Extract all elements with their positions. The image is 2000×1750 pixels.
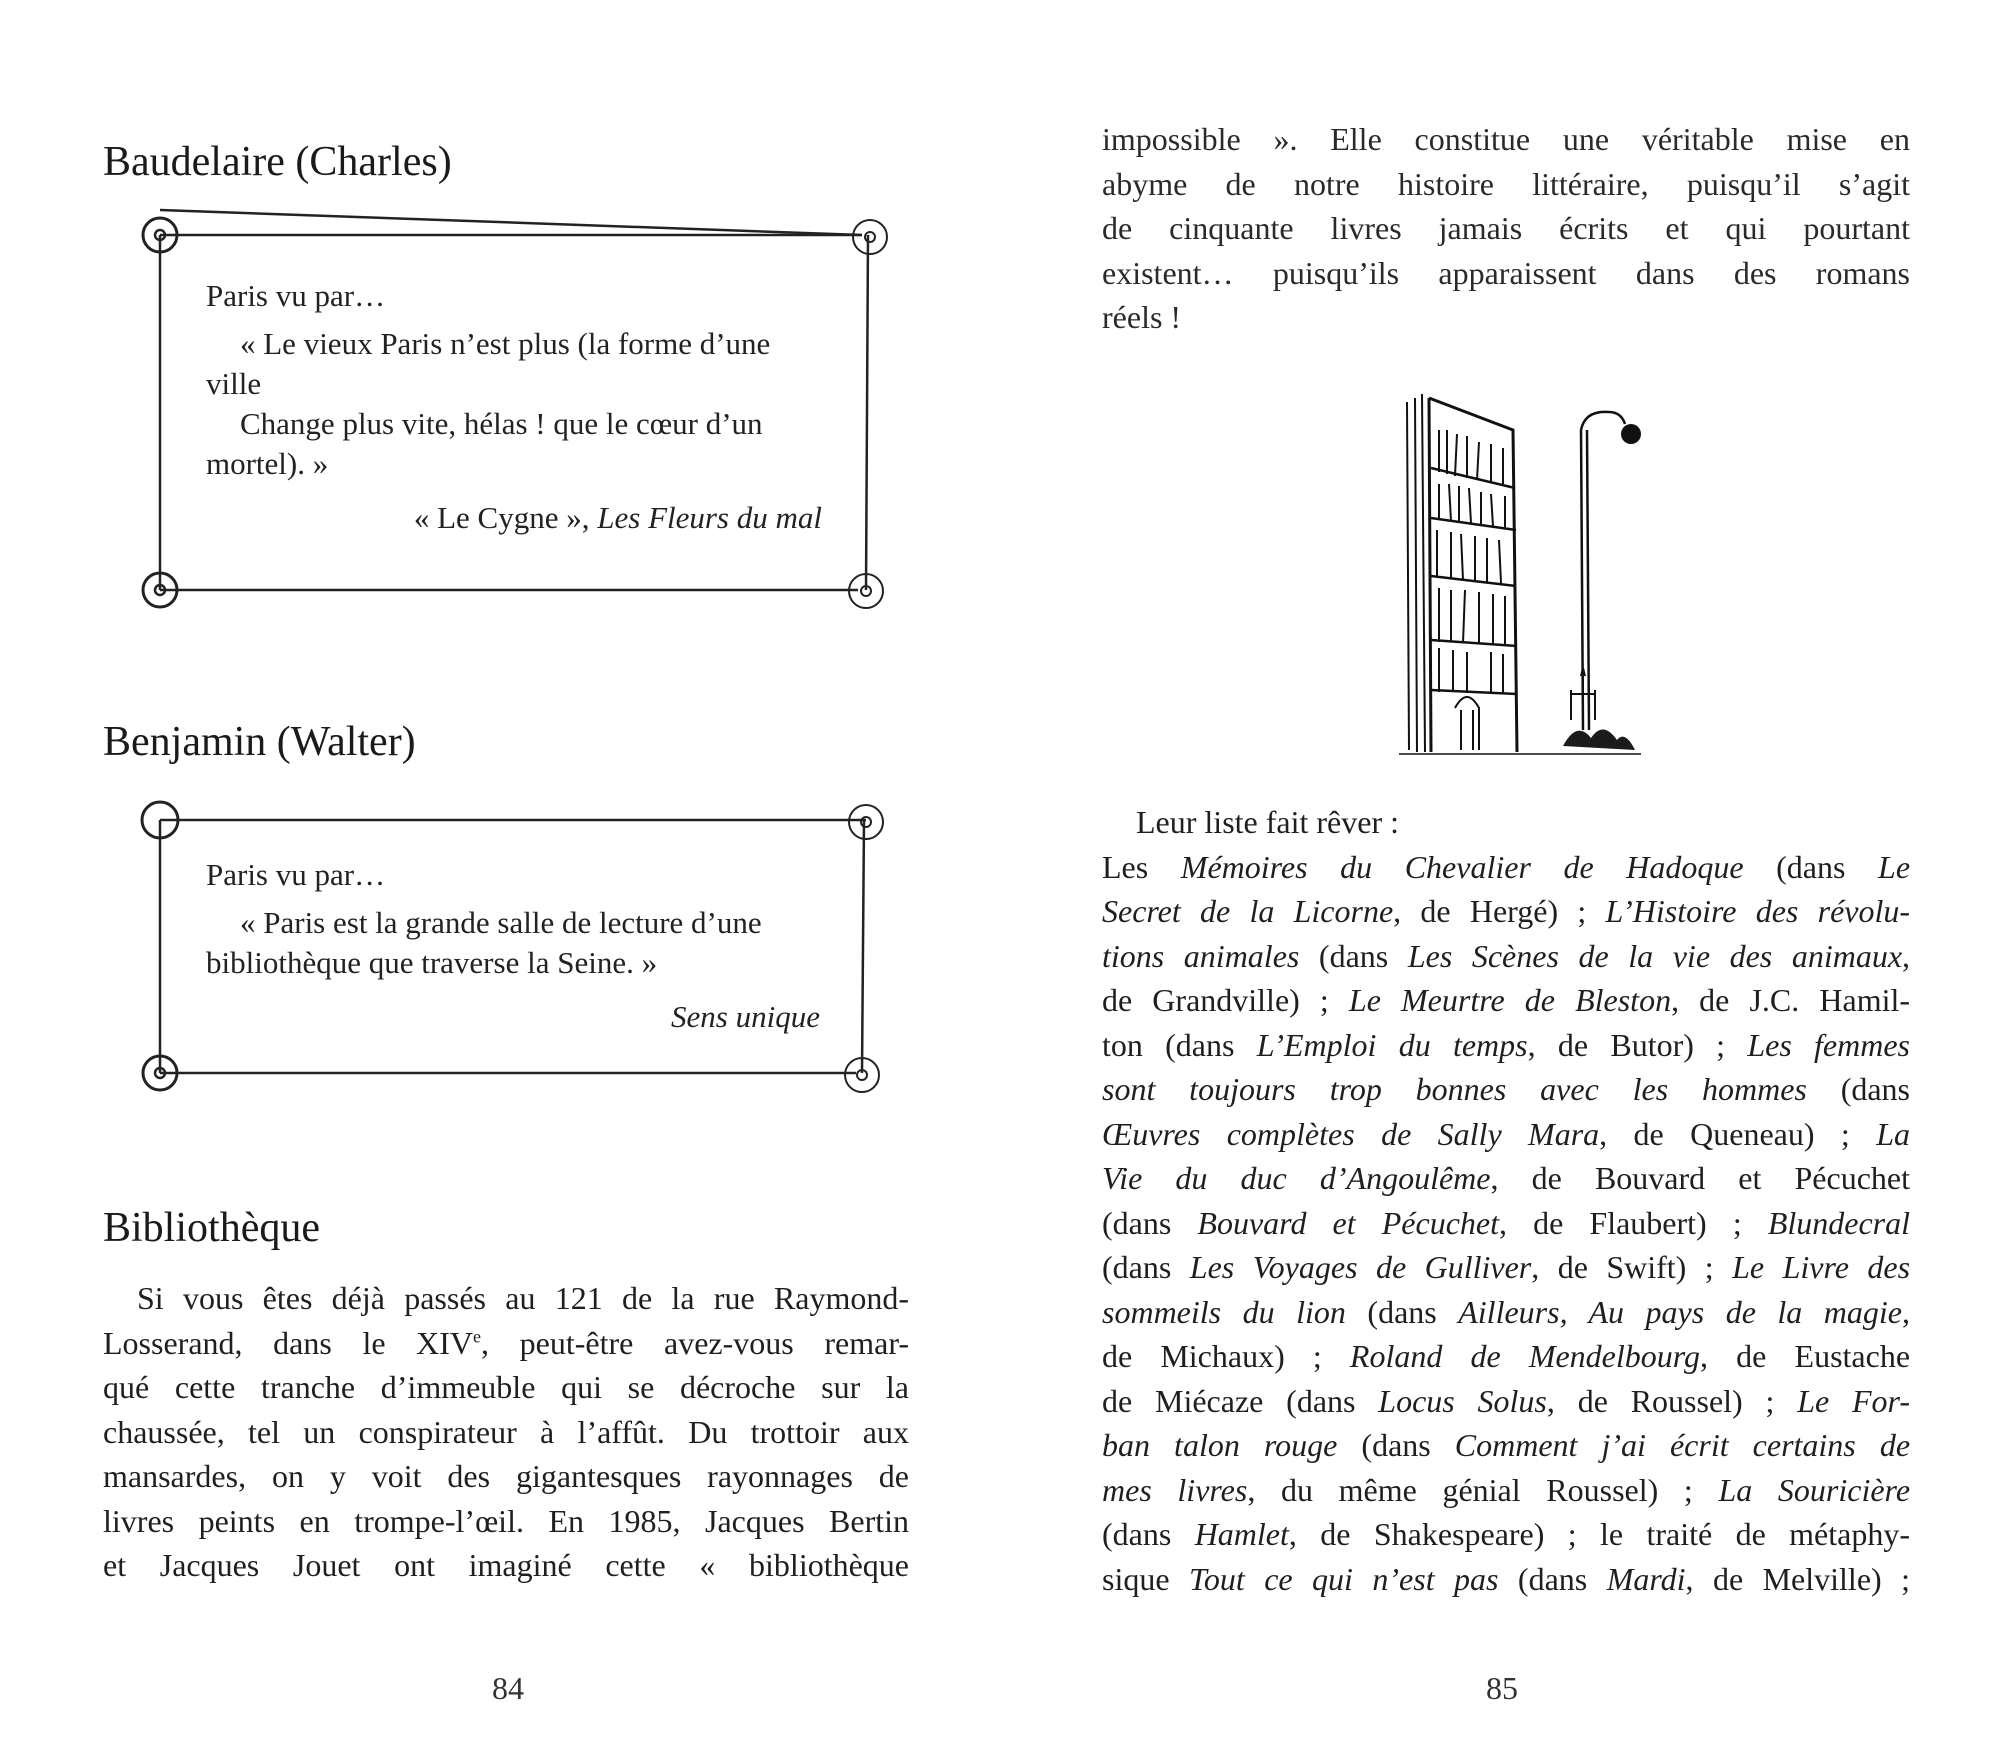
list-line [1102, 1067, 1910, 1112]
source-book: Les Fleurs du mal [597, 500, 822, 535]
text-span: , de Butor) ; [1527, 1026, 1748, 1063]
quote-line: Change plus vite, hélas ! que le cœur d’un [240, 406, 763, 441]
page-number: 85 [1486, 1670, 1518, 1706]
quote-source [206, 997, 820, 1037]
right-page [1000, 0, 2000, 1750]
list-line [1102, 1557, 1910, 1602]
frame-text [206, 855, 820, 1037]
list-line [1102, 934, 1910, 979]
book-title: La [1876, 1115, 1910, 1152]
text-span: , de Bouvard et Pécuchet [1490, 1160, 1911, 1196]
page-number: 84 [492, 1670, 524, 1706]
book-title: La Souricière [1718, 1471, 1911, 1508]
list-line [1102, 1468, 1910, 1513]
list-line [1102, 1245, 1910, 1290]
text-span: , de Swift) ; [1531, 1249, 1733, 1285]
book-title: Vie du duc d’Angoulême [1102, 1160, 1491, 1196]
text-span: (dans [1345, 1293, 1459, 1330]
list-line [1102, 1201, 1910, 1246]
text-line: abyme de notre histoire littéraire, puisqu’il s’agit [1102, 165, 1910, 202]
text-span: , de Shakespeare) ; le traité de métaphy- [1288, 1516, 1911, 1552]
book-title: Hamlet [1194, 1516, 1289, 1552]
text-span: de Miécaze (dans [1102, 1382, 1379, 1419]
list-intro: Leur liste fait rêver : [1136, 804, 1399, 840]
book-title: ban talon rouge [1102, 1427, 1338, 1463]
quote-line: « Le vieux Paris n’est plus (la forme d’une [240, 326, 771, 361]
list-line [1102, 1112, 1910, 1157]
text-span: , [1902, 1293, 1911, 1330]
book-title: Mémoires du Chevalier de Hadoque [1180, 848, 1744, 885]
list-line [1102, 1512, 1910, 1557]
book-title: Comment j’ai écrit certains de [1454, 1427, 1911, 1463]
list-line [1102, 978, 1910, 1023]
text-span: Les [1102, 848, 1181, 885]
list-line [1102, 1023, 1910, 1068]
quote-text [206, 903, 820, 983]
book-title: Le For- [1797, 1382, 1911, 1419]
source-book: Sens unique [671, 999, 820, 1034]
text-span: ton (dans [1102, 1026, 1257, 1063]
book-title: Ailleurs, Au pays de la magie [1458, 1293, 1903, 1330]
text-line: impossible ». Elle constitue une véritable mise en [1102, 121, 1910, 157]
list-line [1102, 845, 1910, 890]
text-span: (dans [1102, 1516, 1195, 1552]
book-title: Bouvard et Pécuchet [1197, 1204, 1499, 1241]
text-span: (dans [1102, 1249, 1190, 1285]
heading-baudelaire: Baudelaire (Charles) [103, 139, 452, 185]
text-span: , de Flaubert) ; [1499, 1204, 1768, 1241]
text-line: livres peints en trompe-l’œil. En 1985, Jacques Bertin [103, 1502, 909, 1539]
book-list-paragraph [1102, 800, 1910, 1601]
text-span: (dans [1498, 1560, 1607, 1597]
book-title: Les Voyages de Gulliver [1189, 1249, 1532, 1285]
quote-line: ville [206, 366, 262, 401]
book-title: Les femmes [1747, 1026, 1911, 1063]
book-title: mes livres [1102, 1471, 1248, 1508]
text-span: Losserand, dans le XIV [103, 1324, 474, 1361]
book-title: sommeils du lion [1102, 1293, 1346, 1330]
list-line [1102, 889, 1910, 934]
text-span: (dans [1806, 1071, 1911, 1107]
list-line [1102, 1290, 1910, 1335]
text-line [103, 1321, 909, 1366]
text-span: (dans [1743, 848, 1879, 885]
book-title: Le Meurtre de Bleston [1348, 982, 1672, 1018]
book-title: Blundecral [1767, 1204, 1911, 1241]
quote-label: Paris vu par… [206, 278, 386, 313]
text-line: Si vous êtes déjà passés au 121 de la rue Raymond- [137, 1280, 909, 1316]
book-title: Le [1878, 848, 1911, 885]
superscript: e [473, 1325, 482, 1346]
source-title: « Le Cygne », [413, 500, 590, 535]
text-line: mansardes, on y voit des gigantesques rayonnages de [103, 1458, 909, 1494]
text-span: (dans [1337, 1427, 1455, 1463]
text-span: (dans [1299, 937, 1408, 974]
text-span: , de Eustache [1700, 1338, 1911, 1374]
text-line: qué cette tranche d’immeuble qui se décroche sur la [103, 1369, 909, 1405]
quote-line: bibliothèque que traverse la Seine. » [206, 945, 658, 980]
text-span: , de Roussel) ; [1546, 1382, 1798, 1419]
text-span: (dans [1102, 1204, 1198, 1241]
frame-text [206, 276, 820, 538]
quote-line: « Paris est la grande salle de lecture d’une [240, 905, 762, 940]
book-title: Tout ce qui n’est pas [1189, 1560, 1499, 1597]
quote-source [206, 498, 822, 538]
text-span: de Michaux) ; [1102, 1338, 1350, 1374]
book-title: Mardi [1606, 1560, 1686, 1597]
continuation-paragraph [1102, 117, 1910, 340]
list-line [1102, 1423, 1910, 1468]
text-span: , [1902, 937, 1911, 974]
heading-bibliotheque: Bibliothèque [103, 1205, 320, 1251]
book-title: Locus Solus [1378, 1382, 1547, 1419]
text-line: chaussée, tel un conspirateur à l’affût. Du trottoir aux [103, 1413, 909, 1450]
book-title: Roland de Mendelbourg [1349, 1338, 1701, 1374]
text-line: de cinquante livres jamais écrits et qui pourtant [1102, 210, 1910, 246]
text-span: , de Hergé) ; [1393, 893, 1606, 929]
text-span: , de Melville) ; [1685, 1560, 1911, 1597]
quote-label: Paris vu par… [206, 857, 386, 892]
book-title: Le Livre des [1732, 1249, 1911, 1285]
bibliotheque-paragraph [103, 1276, 909, 1588]
text-span: de Grandville) ; [1102, 982, 1349, 1018]
text-line: réels ! [1102, 299, 1182, 335]
text-span: , de J.C. Hamil- [1671, 982, 1911, 1018]
quote-frame-benjamin [140, 795, 892, 1105]
quote-frame-baudelaire [140, 210, 892, 610]
list-line [1102, 1156, 1910, 1201]
text-line: existent… puisqu’ils apparaissent dans des romans [1102, 254, 1910, 291]
quote-line: mortel). » [206, 446, 329, 481]
text-line: et Jacques Jouet ont imaginé cette « bibliothèque [103, 1547, 909, 1583]
text-span: , du même génial Roussel) ; [1247, 1471, 1719, 1508]
list-line [1102, 1379, 1910, 1424]
book-list-lines [1102, 845, 1910, 1602]
quote-text [206, 324, 820, 484]
book-title: L’Histoire des révolu- [1605, 893, 1911, 929]
book-title: Secret de la Licorne [1102, 893, 1394, 929]
book-title: L’Emploi du temps [1256, 1026, 1528, 1063]
bookshelf-building-and-street-lamp-icon [1395, 390, 1645, 760]
heading-benjamin: Benjamin (Walter) [103, 719, 416, 765]
text-span: , de Queneau) ; [1599, 1115, 1877, 1152]
book-title: Œuvres complètes de Sally Mara [1102, 1115, 1600, 1152]
book-title: tions animales [1102, 937, 1300, 974]
text-span: sique [1102, 1560, 1189, 1597]
book-title: sont toujours trop bonnes avec les hommes [1102, 1071, 1807, 1107]
book-title: Les Scènes de la vie des animaux [1407, 937, 1903, 974]
list-line [1102, 1334, 1910, 1379]
text-span: , peut-être avez-vous remar- [481, 1324, 910, 1361]
